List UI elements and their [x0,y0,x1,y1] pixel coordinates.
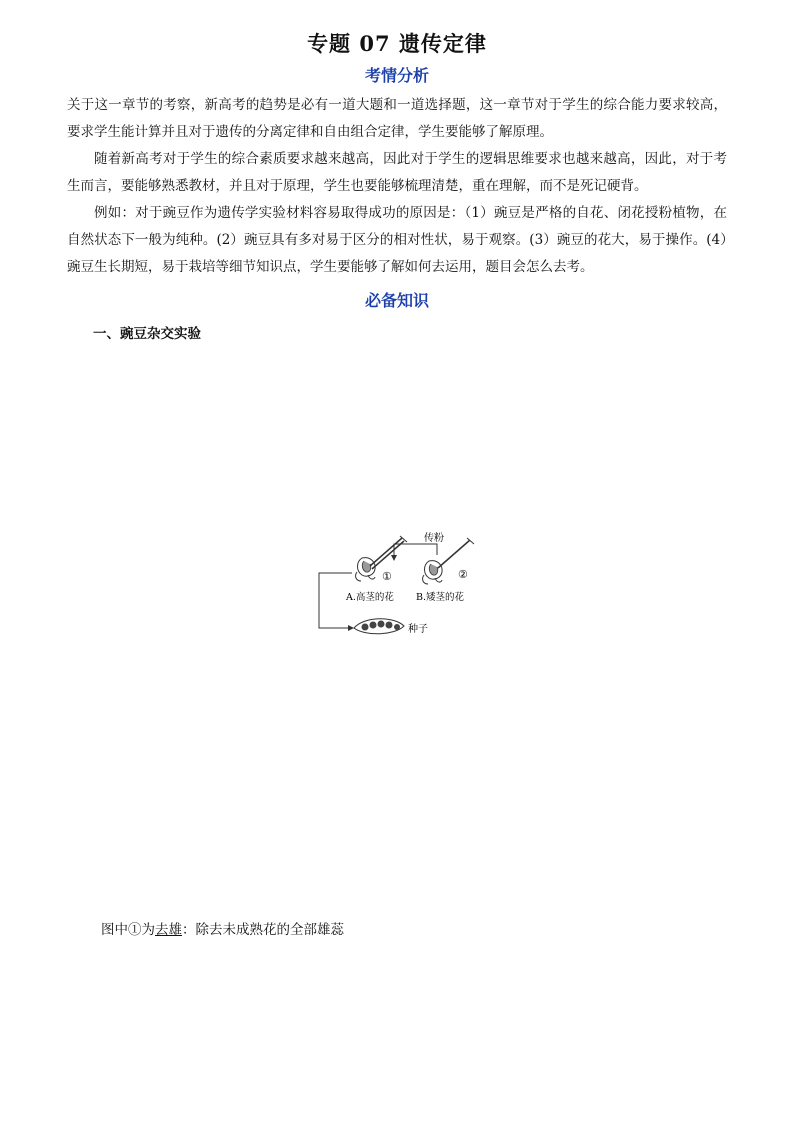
tall-stem-flower-icon [356,558,376,581]
marker-1: ① [382,570,392,583]
caption-term: 去雄 [155,922,182,938]
section-heading-knowledge: 必备知识 [364,291,429,310]
pea-hybridization-figure [312,528,492,640]
section-heading-analysis: 考情分析 [364,66,429,85]
label-pollination: 传粉 [424,533,444,544]
tweezers-icon [370,536,407,569]
paragraph-2: 随着新高考对于学生的综合素质要求越来越高，因此对于学生的逻辑思维要求也越来越高，因此，对于考生而言，要能够熟悉教材，并且对于原理，学生也要能够梳理清楚，重在理解，而不是死记硬背。 [67,151,727,194]
label-flower-a: A.高茎的花 [346,592,394,603]
seed-pod-icon [354,619,404,634]
caption-suffix: ：除去未成熟花的全部雄蕊 [182,922,344,938]
marker-2: ② [458,568,468,581]
label-flower-b: B.矮茎的花 [416,592,465,603]
paragraph-3: 例如：对于豌豆作为遗传学实验材料容易取得成功的原因是：（1）豌豆是严格的自花、闭花授粉植物，在自然状态下一般为纯种。(2）豌豆具有多对易于区分的相对性状，易于观察。(3）豌豆的花大，易于操作。(4）豌豆生长期短，易于栽培等细节知识点，学生要能够了解如何去运用，题目会怎么去考。 [67,205,727,275]
caption-prefix: 图中①为 [101,922,155,938]
pea-hybridization-diagram [312,528,492,640]
label-seed: 种子 [408,624,428,635]
page-title: 专题 07 遗传定律 [307,31,487,56]
subsection-heading-pea-cross: 一、豌豆杂交实验 [93,326,201,342]
short-stem-flower-icon [423,561,443,584]
paragraph-1: 关于这一章节的考察，新高考的趋势是必有一道大题和一道选择题，这一章节对于学生的综合能力要求较高，要求学生能计算并且对于遗传的分离定律和自由组合定律，学生要能够了解原理。 [67,97,727,140]
figure-caption [101,918,344,938]
